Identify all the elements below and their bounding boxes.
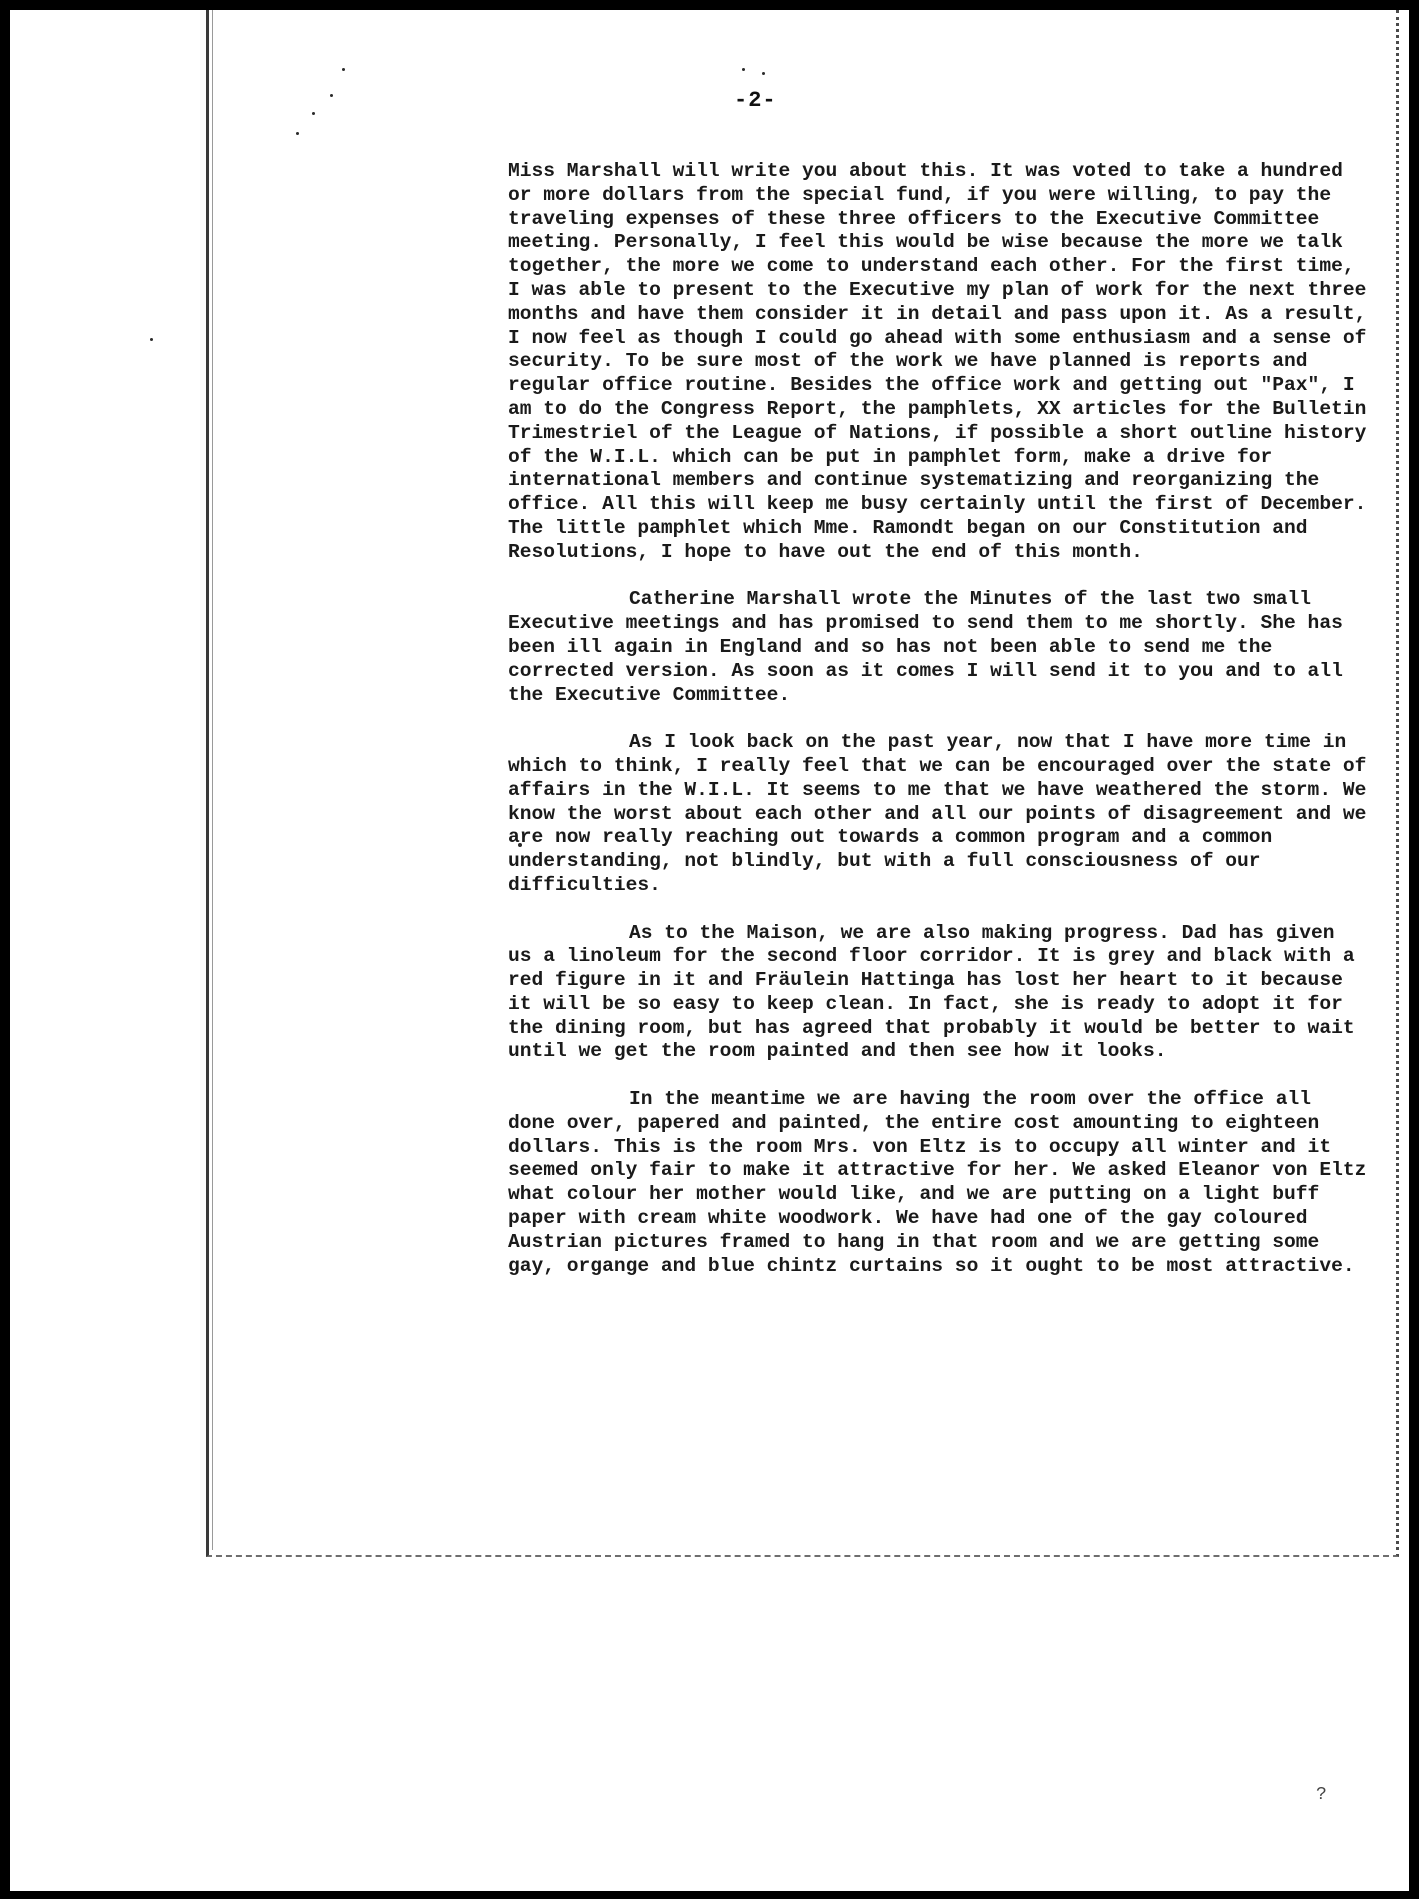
- page-edge-line: [212, 10, 213, 1550]
- paragraph-2: Catherine Marshall wrote the Minutes of the last two small Executive meetings and has promised to send them to me shortly. She has been ill again in England and so has not been able to send me the corrected version. As soon as it comes I will send it to you and to all the Executive Committee.: [508, 588, 1343, 706]
- scan-speck: [296, 132, 299, 135]
- scan-border-right: [1409, 0, 1419, 1899]
- scan-border-left: [0, 0, 10, 1899]
- paragraph-4: As to the Maison, we are also making progress. Dad has given us a linoleum for the second floor corridor. It is grey and black with a red figure in it and Fräulein Hattinga has lost her heart to it because it will be so easy to keep clean. In fact, she is ready to adopt it for the dining room, but has agreed that probably it would be better to wait until we get the room painted and then see how it looks.: [508, 921, 1355, 1063]
- scan-border-top: [0, 0, 1419, 10]
- corner-mark: ?: [1316, 1785, 1327, 1805]
- page-number: -2-: [734, 88, 777, 113]
- scan-speck: [150, 338, 153, 341]
- scan-speck: [762, 72, 765, 75]
- letter-body: [508, 160, 1368, 1302]
- scan-speck: [742, 68, 745, 71]
- scan-speck: [312, 112, 315, 115]
- paragraph-3: As I look back on the past year, now that I have more time in which to think, I really feel that we can be encouraged over the state of affairs in the W.I.L. It seems to me that we have weathered the storm. We know the worst about each other and all our points of disagreement and we are now really reaching out towards a common program and a common understanding, not blindly, but with a full consciousness of our difficulties.: [508, 731, 1367, 896]
- paragraph-5: In the meantime we are having the room over the office all done over, papered and painted, the entire cost amounting to eighteen dollars. This is the room Mrs. von Eltz is to occupy all winter and it seemed only fair to make it attractive for her. We asked Eleanor von Eltz what colour her mother would like, and we are putting on a light buff paper with cream white woodwork. We have had one of the gay coloured Austrian pictures framed to hang in that room and we are getting some gay, organge and blue chintz curtains so it ought to be most attractive.: [508, 1088, 1367, 1277]
- scan-speck: [342, 68, 345, 71]
- scan-border-bottom: [0, 1891, 1419, 1899]
- scan-speck: [330, 94, 333, 97]
- paragraph-1: Miss Marshall will write you about this. It was voted to take a hundred or more dollars from the special fund, if you were willing, to pay the traveling expenses of these three officers to the Executive Committee meeting. Personally, I feel this would be wise because the more we talk together, the more we come to understand each other. For the first time, I was able to present to the Executive my plan of work for the next three months and have them consider it in detail and pass upon it. As a result, I now feel as though I could go ahead with some enthusiasm and a sense of security. To be sure most of the work we have planned is reports and regular office routine. Besides the office work and getting out "Pax", I am to do the Congress Report, the pamphlets, XX articles for the Bulletin Trimestriel of the League of Nations, if possible a short outline history of the W.I.L. which can be put in pamphlet form, make a drive for international members and continue systematizing and reorganizing the office. All this will keep me busy certainly until the first of December. The little pamphlet which Mme. Ramondt began on our Constitution and Resolutions, I hope to have out the end of this month.: [508, 160, 1367, 563]
